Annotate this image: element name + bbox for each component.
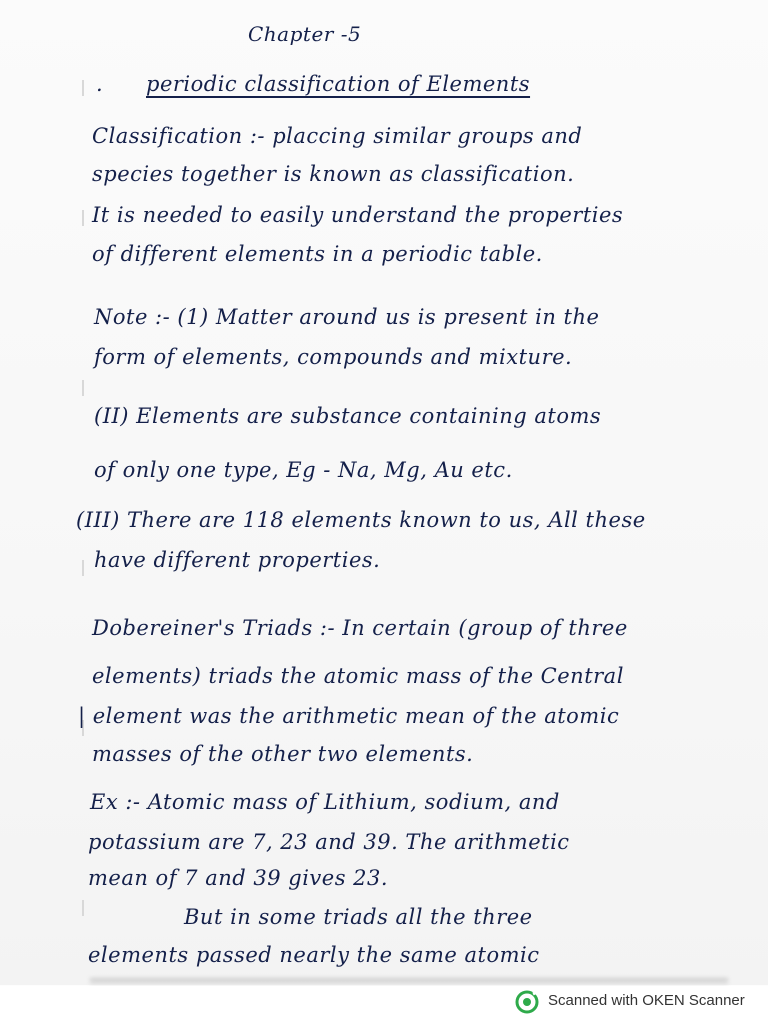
text-line: masses of the other two elements. — [92, 742, 474, 766]
text-line: | element was the arithmetic mean of the atomic — [78, 704, 620, 728]
scanner-watermark-text: Scanned with OKEN Scanner — [548, 992, 745, 1009]
text-line: potassium are 7, 23 and 39. The arithmetic — [88, 830, 570, 854]
triads-line: Dobereiner's Triads :- In certain (group of three — [92, 616, 628, 640]
text-line: of only one type, Eg - Na, Mg, Au etc. — [94, 458, 513, 482]
text-line: Classification :- placcing similar groups and — [92, 124, 583, 148]
note-line: Note :- (1) Matter around us is present in the — [94, 305, 600, 329]
page-heading: periodic classification of Elements — [146, 72, 531, 96]
text-line: mean of 7 and 39 gives 23. — [88, 866, 389, 890]
bullet-dot: . — [96, 72, 104, 96]
text-line: elements passed nearly the same atomic — [88, 943, 540, 967]
text-line: It is needed to easily understand the properties — [92, 203, 624, 227]
text-line: (III) There are 118 elements known to us, All these — [76, 508, 646, 532]
text-line: have different properties. — [94, 548, 381, 572]
text-line: form of elements, compounds and mixture. — [94, 345, 573, 369]
chapter-title: Chapter -5 — [248, 22, 362, 46]
oken-scanner-logo-icon — [515, 990, 539, 1014]
paper-edge-shadow — [90, 978, 728, 986]
text-line: species together is known as classification. — [92, 162, 575, 186]
example-line: Ex :- Atomic mass of Lithium, sodium, and — [90, 790, 560, 814]
text-line: of different elements in a periodic table. — [92, 242, 543, 266]
text-line: elements) triads the atomic mass of the Central — [92, 664, 624, 688]
text-line: (II) Elements are substance containing atoms — [94, 404, 602, 428]
text-line: But in some triads all the three — [184, 905, 533, 929]
